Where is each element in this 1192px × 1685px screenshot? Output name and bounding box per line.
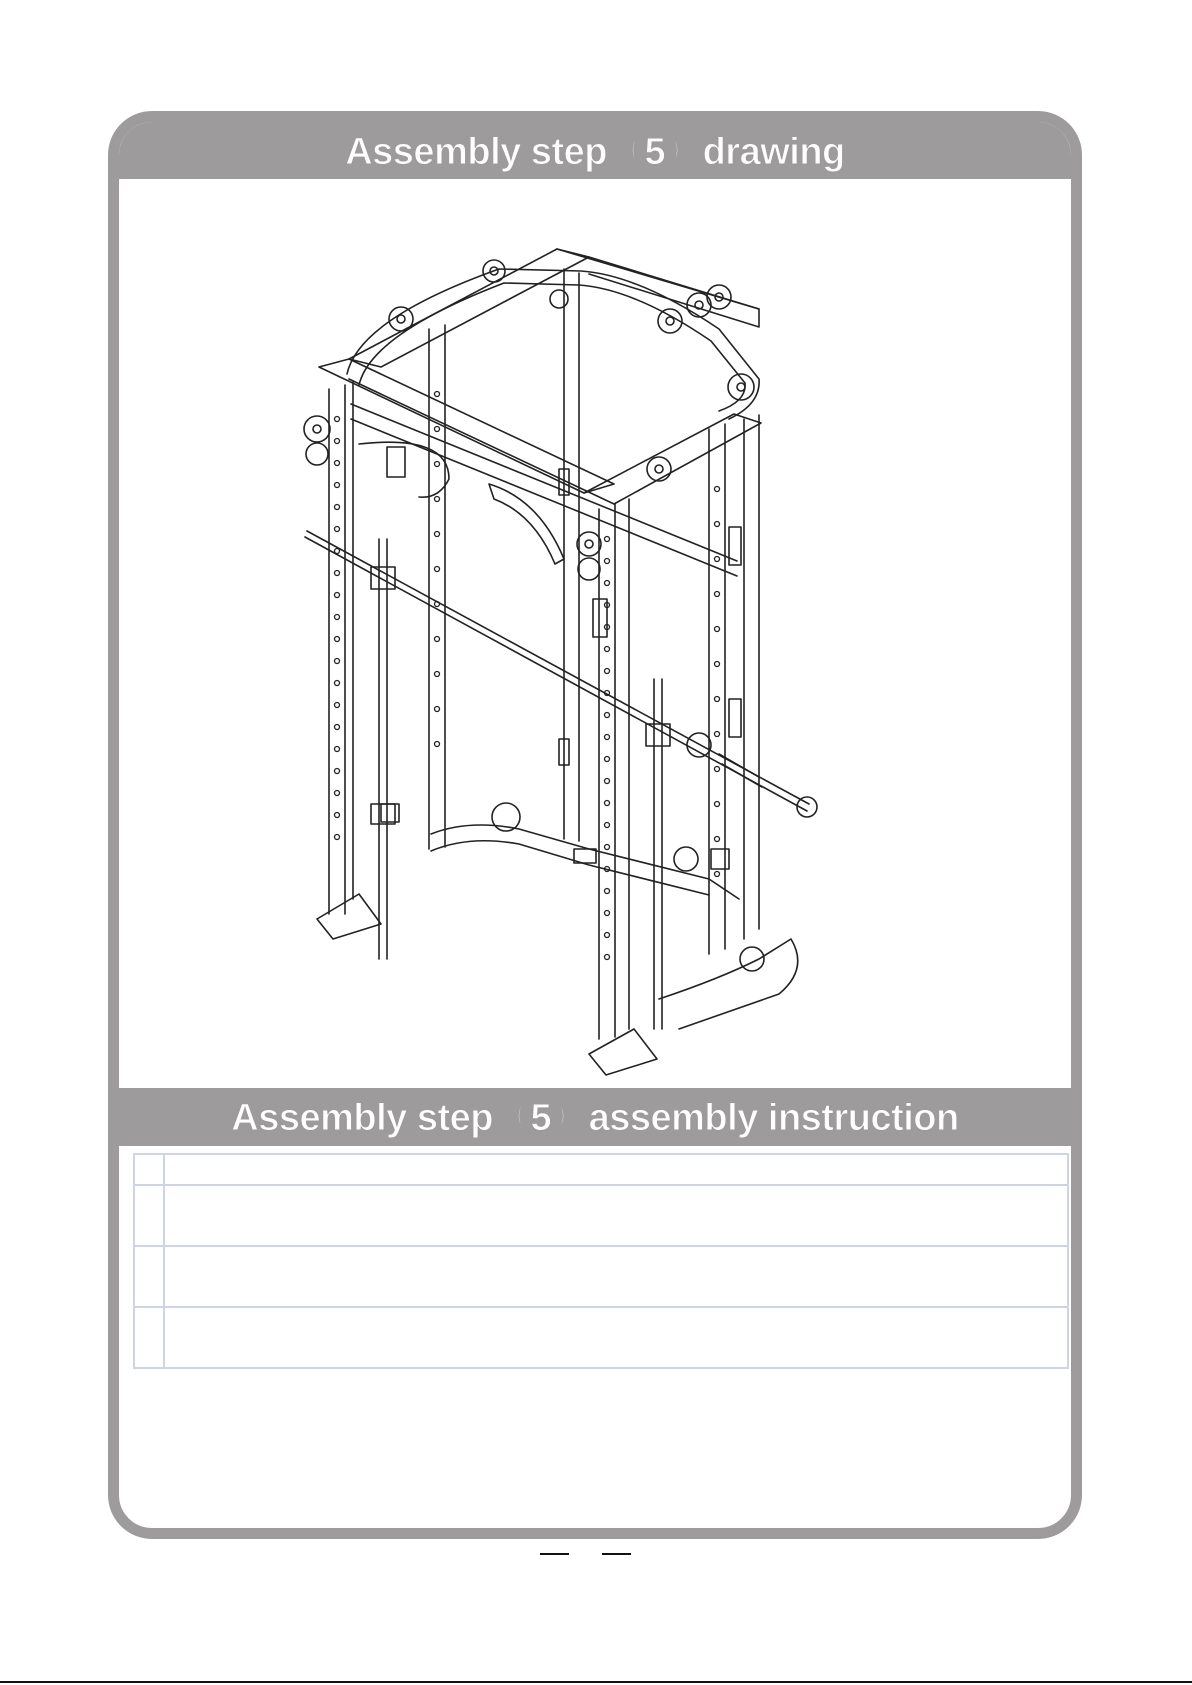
- drawing-title: Assembly step（5）drawing: [345, 131, 845, 173]
- page-frame: [108, 111, 1082, 1539]
- step-number: [134, 1246, 164, 1307]
- page-dash-left: [540, 1553, 569, 1555]
- guide-rod-left: [379, 539, 387, 959]
- step-text: [164, 1307, 1068, 1368]
- step-text: [164, 1185, 1068, 1246]
- handle-bar: [359, 442, 449, 497]
- table-row: [134, 1154, 1068, 1185]
- page-dash-right: [602, 1553, 631, 1555]
- instruction-title: Assembly step（5）assembly instruction: [231, 1097, 959, 1139]
- center-rail: [564, 269, 579, 841]
- pulley: [578, 558, 600, 580]
- step-text: [164, 1154, 1068, 1185]
- instruction-table: [133, 1153, 1069, 1369]
- top-rear-beam: [349, 249, 589, 367]
- slider-left: [371, 567, 395, 589]
- base-front-arc: [659, 939, 798, 1029]
- pulley: [577, 532, 601, 556]
- pulley: [550, 290, 568, 308]
- table-row: [134, 1307, 1068, 1368]
- table-row: [134, 1246, 1068, 1307]
- right-front-upright: [599, 499, 629, 1039]
- assembly-drawing: [119, 179, 1071, 1088]
- barbell: [305, 531, 809, 811]
- pulley: [647, 457, 671, 481]
- step-number: [134, 1154, 164, 1185]
- base-left-foot: [317, 894, 381, 939]
- instruction-section-header: [119, 1088, 1071, 1146]
- step-text: [164, 1246, 1068, 1307]
- page-number: [540, 1549, 630, 1557]
- front-crossbar: [351, 404, 737, 576]
- pulley: [306, 443, 328, 465]
- drawing-section-header: [119, 122, 1071, 179]
- bottom-edge-line: [0, 1681, 1192, 1683]
- step-number: [134, 1185, 164, 1246]
- table-row: [134, 1185, 1068, 1246]
- pulley: [304, 416, 330, 442]
- step-number: [134, 1307, 164, 1368]
- base-rear: [431, 825, 739, 899]
